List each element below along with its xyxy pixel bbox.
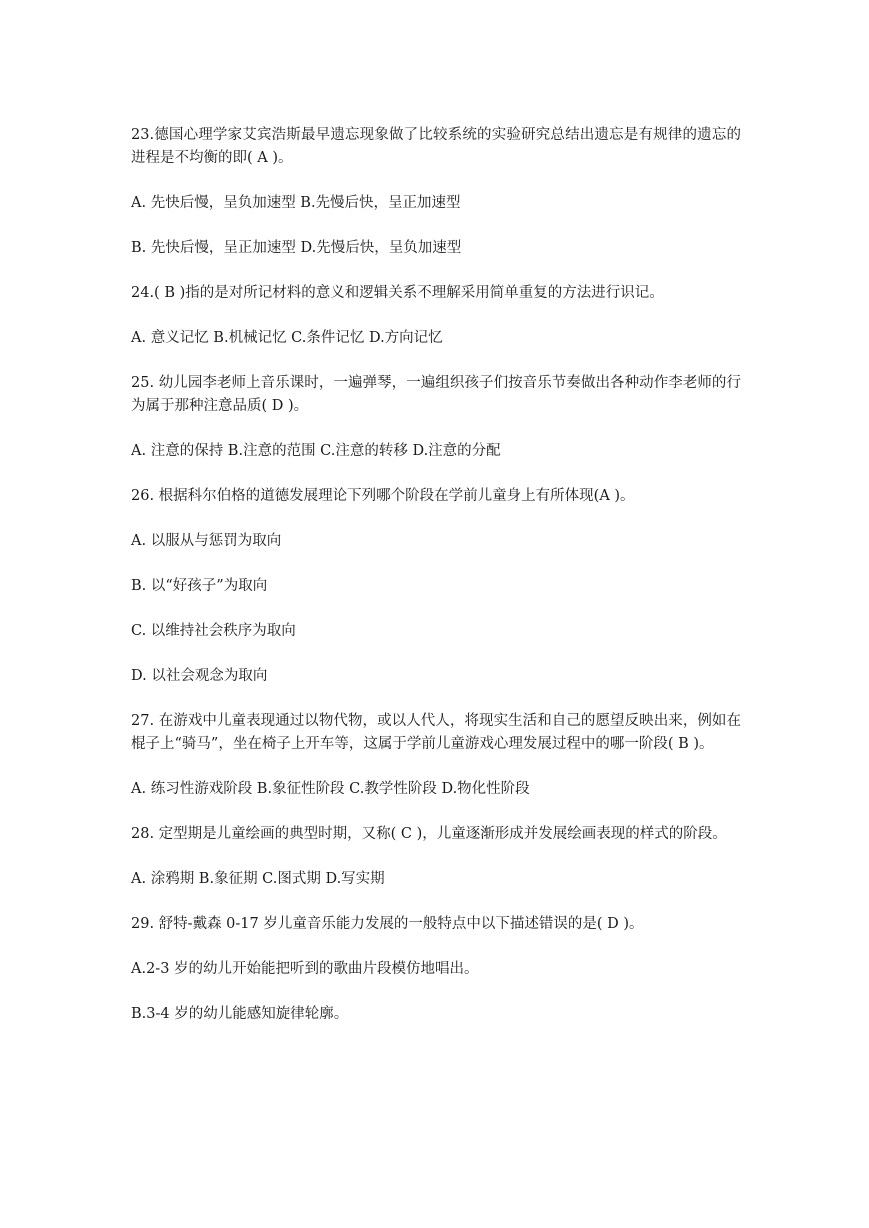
question-28-stem: 28. 定型期是儿童绘画的典型时期，又称( C )，儿童逐渐形成并发展绘画表现的样式的阶段。	[131, 826, 727, 842]
question-24-options: A. 意义记忆 B.机械记忆 C.条件记忆 D.方向记忆	[131, 330, 443, 346]
question-23-stem: 23.德国心理学家艾宾浩斯最早遗忘现象做了比较系统的实验研究总结出遗忘是有规律的遗忘的进程是不均衡的即( A )。	[131, 127, 741, 166]
question-26-option-a: A. 以服从与惩罚为取向	[131, 533, 282, 549]
question-26-option-b: B. 以“好孩子”为取向	[131, 578, 268, 594]
question-27-stem: 27. 在游戏中儿童表现通过以物代物，或以人代人，将现实生活和自己的愿望反映出来，例如在棍子上“骑马”，坐在椅子上开车等，这属于学前儿童游戏心理发展过程中的哪一阶段( B )。	[131, 713, 741, 752]
question-29-option-b: B.3-4 岁的幼儿能感知旋律轮廓。	[131, 1006, 349, 1022]
question-24-stem: 24.( B )指的是对所记材料的意义和逻辑关系不理解采用简单重复的方法进行识记。	[131, 285, 664, 301]
question-25-stem: 25. 幼儿园李老师上音乐课时，一遍弹琴，一遍组织孩子们按音乐节奏做出各种动作李老师的行为属于那种注意品质( D )。	[131, 375, 741, 414]
question-26-option-d: D. 以社会观念为取向	[131, 668, 268, 684]
question-26-stem: 26. 根据科尔伯格的道德发展理论下列哪个阶段在学前儿童身上有所体现(A )。	[131, 488, 635, 504]
document-body	[131, 124, 741, 1048]
question-23-options-line-2: B. 先快后慢，呈正加速型 D.先慢后快，呈负加速型	[131, 240, 462, 256]
question-23-options-line-1: A. 先快后慢，呈负加速型 B.先慢后快，呈正加速型	[131, 195, 461, 211]
question-29-option-a: A.2-3 岁的幼儿开始能把听到的歌曲片段模仿地唱出。	[131, 961, 479, 977]
question-28-options: A. 涂鸦期 B.象征期 C.图式期 D.写实期	[131, 871, 385, 887]
question-27-options: A. 练习性游戏阶段 B.象征性阶段 C.教学性阶段 D.物化性阶段	[131, 781, 530, 797]
question-29-stem: 29. 舒特-戴森 0-17 岁儿童音乐能力发展的一般特点中以下描述错误的是( D )。	[131, 916, 644, 932]
question-25-options: A. 注意的保持 B.注意的范围 C.注意的转移 D.注意的分配	[131, 443, 501, 459]
question-26-option-c: C. 以维持社会秩序为取向	[131, 623, 296, 639]
